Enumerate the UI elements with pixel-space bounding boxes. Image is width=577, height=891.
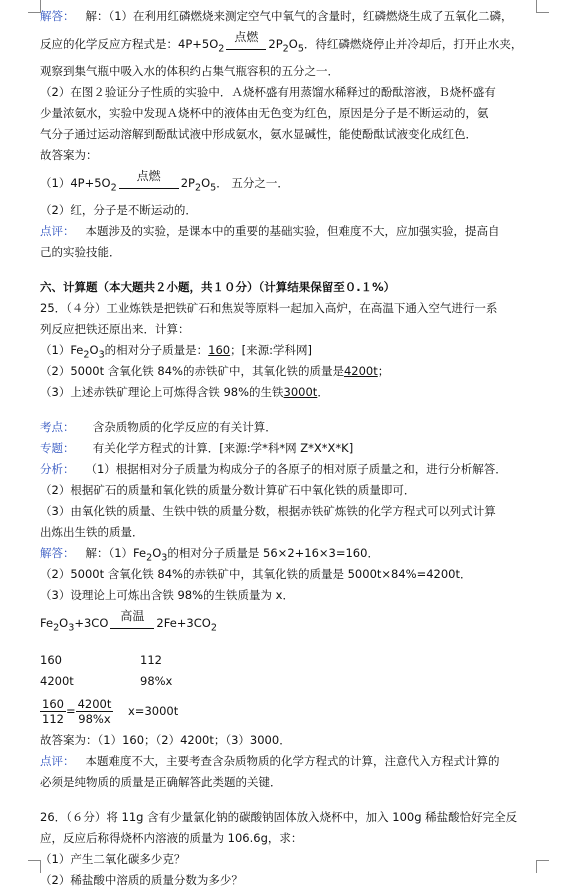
section-title: 六、计算题（本大题共２小题，共１０分）（计算结果保留至０.１%） (40, 280, 396, 294)
knowledge-point: 考点： 含杂质物质的化学反应的有关计算． (40, 420, 277, 434)
answer-label: 解答： (40, 9, 75, 23)
sol1-line-1: 解答： 解：（1）在利用红磷燃烧来测定空气中氧气的含量时，红磷燃烧生成了五氧化二磷， (40, 9, 513, 23)
q26-part-2: （2）稀盐酸中溶质的质量分数为多少？ (40, 873, 243, 887)
analysis-2: （2）根据矿石的质量和氧化铁的质量分数计算矿石中氧化铁的质量即可． (40, 483, 416, 497)
sol1-equation-line: 反应的化学反应方程式是：$4P+5O_2$ 点燃 $2P_2O_5$．待红磷燃烧停止并冷却后，打开止水夹， (40, 27, 540, 61)
comment-2: 必须是纯物质的质量是正确解答此类题的关键． (40, 775, 282, 789)
reaction-equation: $Fe_2O_3+3CO$ 高温 $2Fe+3CO_2$ (40, 606, 540, 640)
reaction-arrow: 点燃 (224, 32, 268, 66)
q25-answer-1-value: 160 (208, 343, 231, 357)
proportion: $\frac{160}{112}$ = $\frac{4200t}{98\%x}$ x=3000t (42, 697, 179, 726)
solution-1: 解答： 解：$(1)Fe_2O_3$的相对分子质量是 56×2+16×3=160． (40, 546, 379, 564)
q26-stem-1: 26．（６分）将 11g 含有少量氯化钠的碳酸钠固体放入烧杯中，加入 100g 稀盐酸恰好完全反 (40, 810, 518, 824)
analysis-4: 出炼出生铁的质量． (40, 525, 144, 539)
reaction-arrow: 点燃 (117, 171, 181, 205)
final-answer: 故答案为：（1）160；（2）4200t；（3）3000． (40, 733, 291, 747)
mass-row-1: 160 112 (40, 653, 162, 667)
answer-label: 解答： (40, 546, 75, 560)
reaction-arrow: 高温 (108, 611, 156, 645)
sol1-line-5: 少量浓氨水，实验中发现Ａ烧杯中的液体由无色变为红色，原因是分子是不断运动的，氨 (40, 106, 489, 120)
sol1-line-11: 己的实验技能． (40, 245, 121, 259)
comment-label: 点评： (40, 754, 75, 768)
q26-part-1: （1）产生二氧化碳多少克？ (40, 852, 186, 866)
solution-3: （3）设理论上可炼出含铁 98%的生铁质量为 x． (40, 588, 294, 602)
comment-label: 点评： (40, 224, 75, 238)
analysis-3: （3）由氧化铁的质量、生铁中铁的质量分数，根据赤铁矿炼铁的化学方程式可以列式计算 (40, 504, 496, 518)
sol1-line-9: （2）红，分子是不断运动的． (40, 203, 197, 217)
q25-stem-2: 列反应把铁还原出来．计算： (40, 322, 190, 336)
q25-stem-1: 25．（４分）工业炼铁是把铁矿石和焦炭等原料一起加入高炉，在高温下通入空气进行一系 (40, 301, 498, 315)
sol1-line-3: 观察到集气瓶中吸入水的体积约占集气瓶容积的五分之一． (40, 64, 339, 78)
solution-2: （2）5000t 含氧化铁 84%的赤铁矿中，其氧化铁的质量是 5000t×84%=4200t． (40, 567, 472, 581)
topic: 专题： 有关化学方程式的计算．[来源:学*科*网 Z*X*X*K] (40, 441, 354, 455)
sol1-answer-equation: $(1)4P+5O_2$ 点燃 $2P_2O_5$． 五分之一． (40, 166, 540, 200)
q25-answer-3-value: 3000t (283, 385, 318, 399)
analysis-label: 分析： (40, 462, 75, 476)
q25-answer-2-value: 4200t (343, 364, 378, 378)
mass-row-2: 4200t 98%x (40, 674, 173, 688)
sol1-line-6: 气分子通过运动溶解到酚酞试液中形成氨水，氨水显碱性，能使酚酞试液变化成红色． (40, 127, 477, 141)
comment-1: 点评： 本题难度不大，主要考查含杂质物质的化学方程式的计算，注意代入方程式计算的 (40, 754, 500, 768)
sol1-comment: 点评： 本题涉及的实验，是课本中的重要的基础实验，但难度不大，应加强实验，提高自 (40, 224, 500, 238)
knowledge-label: 考点： (40, 420, 75, 434)
sol1-line-7: 故答案为： (40, 148, 98, 162)
fraction-left: $\frac{160}{112}$ (42, 697, 64, 726)
q25-answer-3: （3）上述赤铁矿理论上可炼得含铁 98%的生铁3000t． (40, 385, 329, 399)
q26-stem-2: 应，反应后称得烧杯内溶液的质量为 106.6g，求： (40, 831, 303, 845)
q25-answer-2: （2）5000t 含氧化铁 84%的赤铁矿中，其氧化铁的质量是4200t； (40, 364, 390, 378)
sol1-line-4: （2）在图２验证分子性质的实验中．Ａ烧杯盛有用蒸馏水稀释过的酚酞溶液，Ｂ烧杯盛有 (40, 85, 496, 99)
topic-label: 专题： (40, 441, 75, 455)
q25-answer-1: $(1)Fe_2O_3$的相对分子质量是：160；[来源:学科网] (40, 343, 312, 361)
analysis-1: 分析： （1）根据相对分子质量为构成分子的各原子的相对原子质量之和，进行分析解答． (40, 462, 507, 476)
fraction-right: $\frac{4200t}{98\%x}$ (77, 697, 112, 726)
document-content (40, 6, 540, 891)
